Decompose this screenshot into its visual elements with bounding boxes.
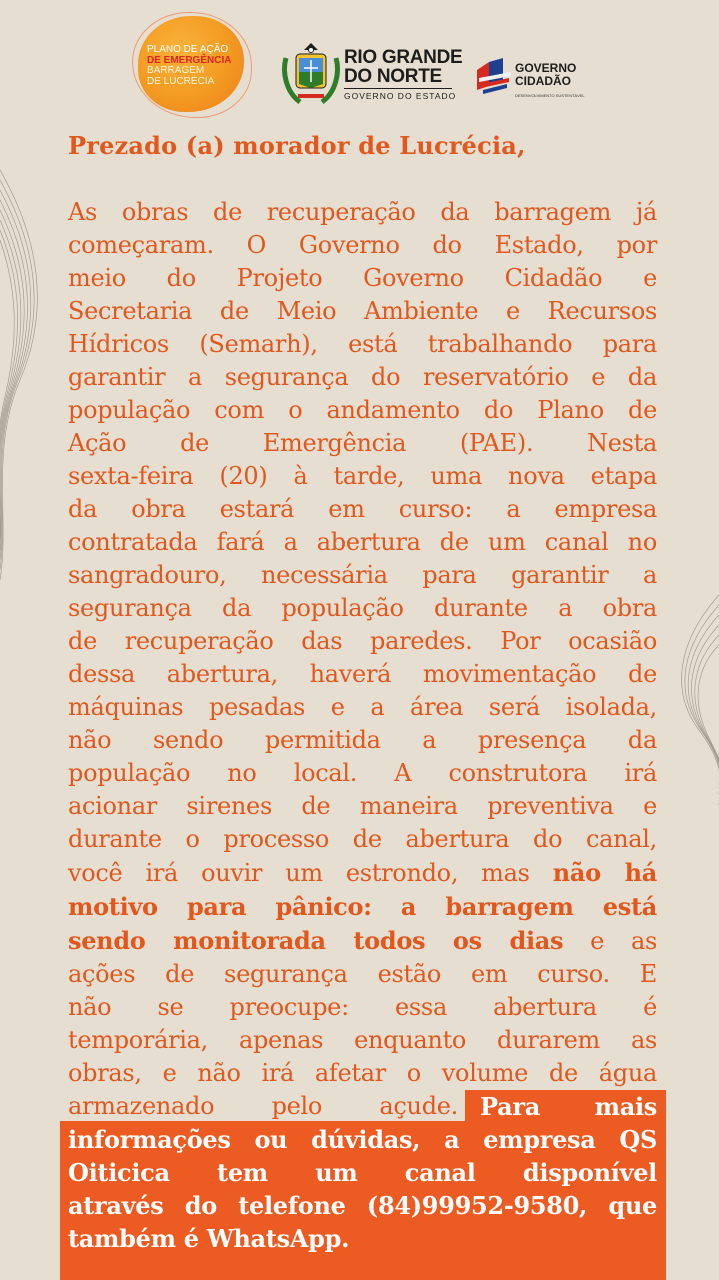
wave-lines-right-decoration — [669, 590, 719, 810]
contact-info-first: Para mais — [480, 1092, 657, 1121]
gc-logo-line1: GOVERNO — [515, 61, 577, 75]
notice-line-after-4: obras, e não irá afetar o volume de água — [68, 1059, 657, 1087]
notice-line-18: população no local. A construtora irá — [68, 759, 657, 787]
notice-last-line-text: armazenado pelo açude. — [68, 1092, 458, 1120]
notice-line-1: As obras de recuperação da barragem já — [68, 198, 657, 226]
rio-grande-do-norte-logo — [280, 40, 463, 110]
notice-line-5: Hídricos (Semarh), está trabalhando para — [68, 330, 657, 358]
contact-info-line-1: informações ou dúvidas, a empresa QS — [68, 1125, 657, 1154]
notice-line-11: contratada fará a abertura de um canal no — [68, 528, 657, 556]
notice-line-23 — [68, 924, 657, 958]
notice-body-lines-after — [68, 958, 657, 1090]
rn-logo-divider — [344, 88, 452, 89]
pae-logo — [130, 10, 255, 118]
notice-line-10: da obra estará em curso: a empresa — [68, 495, 657, 523]
header-logos — [130, 10, 600, 118]
notice-line-8: Ação de Emergência (PAE). Nesta — [68, 429, 657, 457]
notice-line-20: durante o processo de abertura do canal, — [68, 825, 657, 853]
notice-line-22 — [68, 890, 657, 924]
notice-line-4: Secretaria de Meio Ambiente e Recursos — [68, 297, 657, 325]
notice-line-14: de recuperação das paredes. Por ocasião — [68, 627, 657, 655]
pae-logo-line3: BARRAGEM — [147, 65, 205, 76]
notice-line-23-normal: e as — [590, 927, 657, 955]
notice-line-3: meio do Projeto Governo Cidadão e — [68, 264, 657, 292]
gc-logo-tagline: DESENVOLVIMENTO SUSTENTÁVEL — [515, 93, 585, 98]
contact-info-line-3: através do telefone (84)99952-9580, que — [68, 1191, 657, 1220]
notice-line-12: sangradouro, necessária para garantir a — [68, 561, 657, 589]
notice-line-22-bold: motivo para pânico: a barragem está — [68, 892, 657, 921]
governo-cidadao-logo — [475, 56, 600, 104]
notice-line-13: segurança da população durante a obra — [68, 594, 657, 622]
contact-info-last-line: também é WhatsApp. — [68, 1224, 350, 1253]
notice-line-16: máquinas pesadas e a área será isolada, — [68, 693, 657, 721]
notice-line-21-normal: você irá ouvir um estrondo, mas — [68, 859, 530, 887]
gc-logo-line2: CIDADÃO — [515, 73, 571, 88]
notice-body-lines — [68, 196, 657, 856]
notice-line-after-2: não se preocupe: essa abertura é — [68, 993, 657, 1021]
contact-info-lines — [68, 1123, 657, 1222]
rn-logo-line2: DO NORTE — [344, 66, 442, 87]
pae-logo-line1: PLANO DE AÇÃO — [147, 44, 229, 55]
notice-line-21-bold: não há — [552, 858, 657, 887]
rn-logo-subtitle: GOVERNO DO ESTADO — [344, 91, 457, 101]
notice-line-after-1: ações de segurança estão em curso. E — [68, 960, 657, 988]
notice-line-17: não sendo permitida a presença da — [68, 726, 657, 754]
notice-line-19: acionar sirenes de maneira preventiva e — [68, 792, 657, 820]
state-coat-of-arms-icon — [280, 40, 342, 108]
pae-logo-line4: DE LUCRÉCIA — [147, 75, 215, 87]
notice-line-after-3: temporária, apenas enquanto durarem as — [68, 1026, 657, 1054]
wave-lines-left-decoration — [0, 160, 60, 590]
notice-last-line — [68, 1090, 458, 1123]
notice-line-2: começaram. O Governo do Estado, por — [68, 231, 657, 259]
contact-info-text — [68, 1123, 657, 1255]
notice-line-9: sexta-feira (20) à tarde, uma nova etapa — [68, 462, 657, 490]
notice-line-6: garantir a segurança do reservatório e da — [68, 363, 657, 391]
governo-cidadao-emblem-icon — [475, 56, 513, 96]
notice-line-23-bold: sendo monitorada todos os dias — [68, 926, 564, 955]
rn-logo-line1: RIO GRANDE — [344, 47, 463, 68]
notice-line-7: população com o andamento do Plano de — [68, 396, 657, 424]
contact-info-line-2: Oiticica tem um canal disponível — [68, 1158, 657, 1187]
notice-line-21 — [68, 856, 657, 890]
pae-logo-line2: DE EMERGÊNCIA — [147, 54, 232, 66]
greeting-heading: Prezado (a) morador de Lucrécia, — [68, 131, 526, 160]
notice-body — [68, 196, 657, 1090]
notice-line-15: dessa abertura, haverá movimentação de — [68, 660, 657, 688]
